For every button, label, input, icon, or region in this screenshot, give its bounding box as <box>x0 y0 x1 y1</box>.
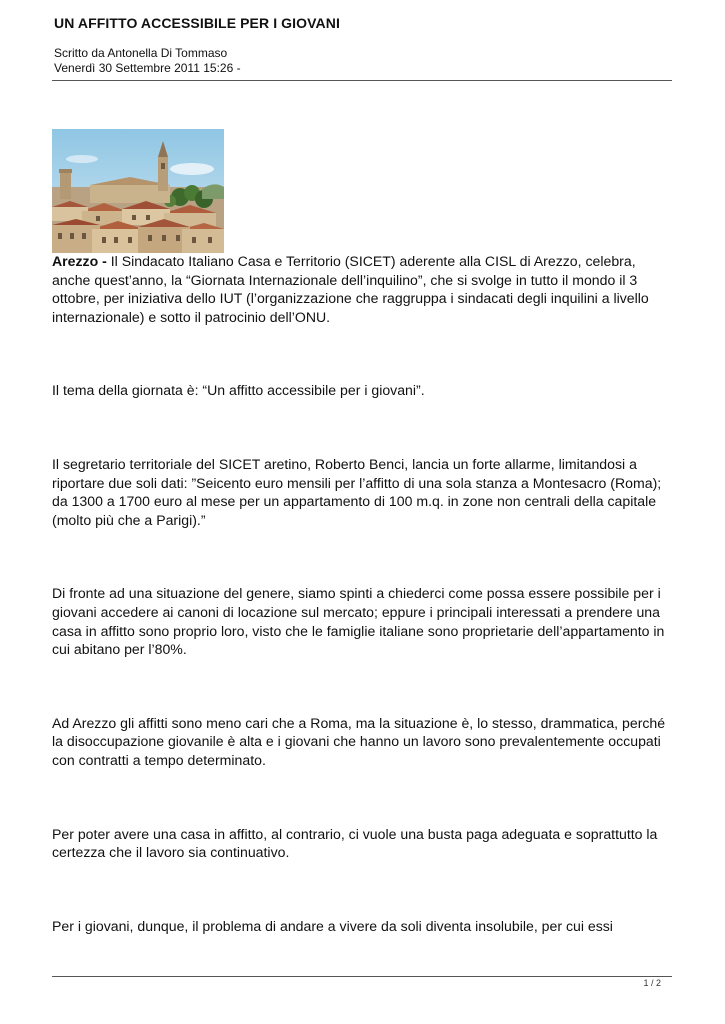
page-number: 1 / 2 <box>643 978 661 988</box>
page-title: UN AFFITTO ACCESSIBILE PER I GIOVANI <box>54 15 340 31</box>
header-divider <box>52 80 672 81</box>
article-meta <box>54 46 241 76</box>
paragraph: Di fronte ad una situazione del genere, siamo spinti a chiederci come possa essere possibile per i giovani accedere ai canoni di locazione sul mercato; eppure i principali interessati a prendere una casa in affitto sono proprio loro, visto che le famiglie italiane sono proprietarie dell’appartamento in cui abitano per l’80%. <box>52 585 665 658</box>
paragraph: Ad Arezzo gli affitti sono meno cari che a Roma, ma la situazione è, lo stesso, drammatica, perché la disoccupazione giovanile è alta e i giovani che hanno un lavoro sono prevalentemente occupati con contratti a tempo determinato. <box>52 714 666 768</box>
footer-divider <box>52 976 672 977</box>
lead-text: Il Sindacato Italiano Casa e Territorio (SICET) aderente alla CISL di Arezzo, celebra, anche quest’anno, la “Giornata Internazionale dell’inquilino”, che si svolge in tutto il mondo il 3 ottobre, per iniziativa dello IUT (l’organizzazione che raggruppa i sindacati degli inquilini a livello internazionale) e sotto il patrocinio dell’ONU. <box>52 253 649 325</box>
author-line: Scritto da Antonella Di Tommaso <box>54 46 228 60</box>
lead-paragraph <box>52 252 677 326</box>
paragraph: Il tema della giornata è: “Un affitto accessibile per i giovani”. <box>52 382 425 399</box>
arezzo-photo <box>52 129 224 253</box>
lead-location: Arezzo - <box>52 253 107 269</box>
article-body <box>52 252 677 935</box>
paragraph: Per poter avere una casa in affitto, al contrario, ci vuole una busta paga adeguata e soprattutto la certezza che il lavoro sia continuativo. <box>52 825 658 861</box>
paragraph: Per i giovani, dunque, il problema di andare a vivere da soli diventa insolubile, per cui essi <box>52 917 613 934</box>
date-line: Venerdì 30 Settembre 2011 15:26 - <box>54 61 241 75</box>
paragraph: Il segretario territoriale del SICET aretino, Roberto Benci, lancia un forte allarme, limitandosi a riportare due soli dati: ”Seicento euro mensili per l’affitto di una sola stanza a Montesacro (Roma); da 1300 a 1700 euro al mese per un appartamento di 100 m.q. in zone non centrali della capitale (molto più che a Parigi).” <box>52 455 662 528</box>
